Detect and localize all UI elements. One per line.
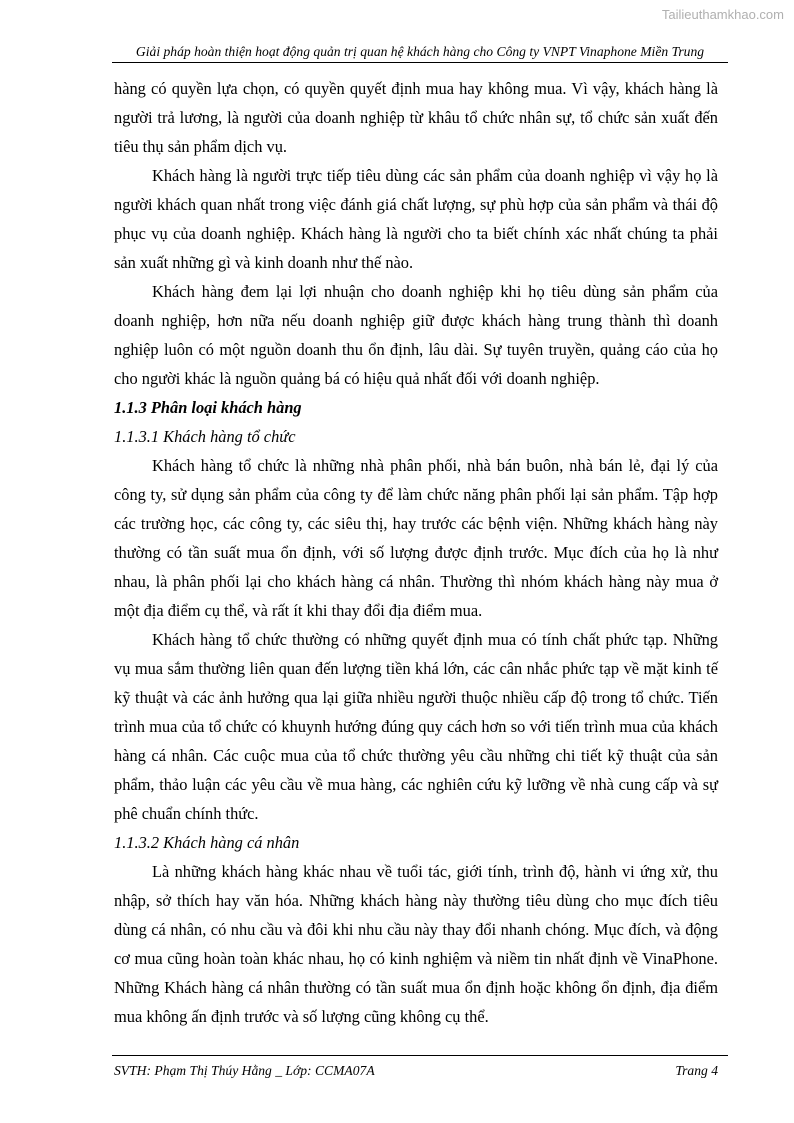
section-heading: 1.1.3 Phân loại khách hàng [114,398,302,417]
paragraph: hàng có quyền lựa chọn, có quyền quyết định mua hay không mua. Vì vậy, khách hàng là người trả lương, là người của doanh nghiệp từ khâu tổ chức nhân sự, tổ chức sản xuất đến tiêu thụ sản phẩm dịch vụ. [114,79,718,156]
document-body [114,74,718,1031]
paragraph: Khách hàng đem lại lợi nhuận cho doanh nghiệp khi họ tiêu dùng sản phẩm của doanh nghiệp, hơn nữa nếu doanh nghiệp giữ được khách hàng trung thành thì doanh nghiệp luôn có một nguồn doanh thu ổn định, lâu dài. Sự tuyên truyền, quảng cáo của họ cho người khác là nguồn quảng bá có hiệu quả nhất đối với doanh nghiệp. [114,282,718,388]
paragraph: Khách hàng là người trực tiếp tiêu dùng các sản phẩm của doanh nghiệp vì vậy họ là người khách quan nhất trong việc đánh giá chất lượng, sự phù hợp của sản phẩm và thái độ phục vụ của doanh nghiệp. Khách hàng là người cho ta biết chính xác nhất chúng ta phải sản xuất những gì và kinh doanh như thế nào. [114,166,718,272]
paragraph: Khách hàng tổ chức thường có những quyết định mua có tính chất phức tạp. Những vụ mua sắm thường liên quan đến lượng tiền khá lớn, các cân nhắc phức tạp về mặt kinh tế kỹ thuật và các ảnh hưởng qua lại giữa nhiều người thuộc nhiều cấp độ trong tổ chức. Tiến trình mua của tổ chức có khuynh hướng đúng quy cách hơn so với tiến trình mua của khách hàng cá nhân. Các cuộc mua của tổ chức thường yêu cầu những chi tiết kỹ thuật của sản phẩm, thảo luận các yêu cầu về mua hàng, các nghiên cứu kỹ lưỡng về nhà cung cấp và sự phê chuẩn chính thức. [114,630,718,823]
page-number: Trang 4 [675,1063,718,1078]
paragraph: Là những khách hàng khác nhau về tuổi tác, giới tính, trình độ, hành vi ứng xử, thu nhập, sở thích hay văn hóa. Những khách hàng này thường tiêu dùng cho mục đích tiêu dùng cá nhân, có nhu cầu và đôi khi nhu cầu này thay đổi nhanh chóng. Mục đích, và động cơ mua cũng hoàn toàn khác nhau, họ có kinh nghiệm và niềm tin nhất định về VinaPhone. Những Khách hàng cá nhân thường có tần suất mua ổn định hoặc không ổn định, địa điểm mua không ấn định trước và số lượng cũng không cụ thể. [114,862,718,1026]
paragraph: Khách hàng tổ chức là những nhà phân phối, nhà bán buôn, nhà bán lẻ, đại lý của công ty, sử dụng sản phẩm của công ty để làm chức năng phân phối lại sản phẩm. Tập hợp các trường học, các công ty, các siêu thị, hay trước các bệnh viện. Những khách hàng này thường có tần suất mua ổn định, với số lượng được định trước. Mục đích của họ là như nhau, là phân phối lại cho khách hàng cá nhân. Thường thì nhóm khách hàng này mua ở một địa điểm cụ thể, và rất ít khi thay đổi địa điểm mua. [114,456,718,620]
subsection-heading: 1.1.3.2 Khách hàng cá nhân [114,833,300,852]
footer-author: SVTH: Phạm Thị Thúy Hằng _ Lớp: CCMA07A [114,1063,375,1078]
watermark: Tailieuthamkhao.com [661,7,784,22]
footer-divider [112,1055,728,1056]
page-header: Giải pháp hoàn thiện hoạt động quản trị quan hệ khách hàng cho Công ty VNPT Vinaphone Miền Trung [135,44,705,59]
header-divider [112,62,728,63]
subsection-heading: 1.1.3.1 Khách hàng tổ chức [114,427,296,446]
